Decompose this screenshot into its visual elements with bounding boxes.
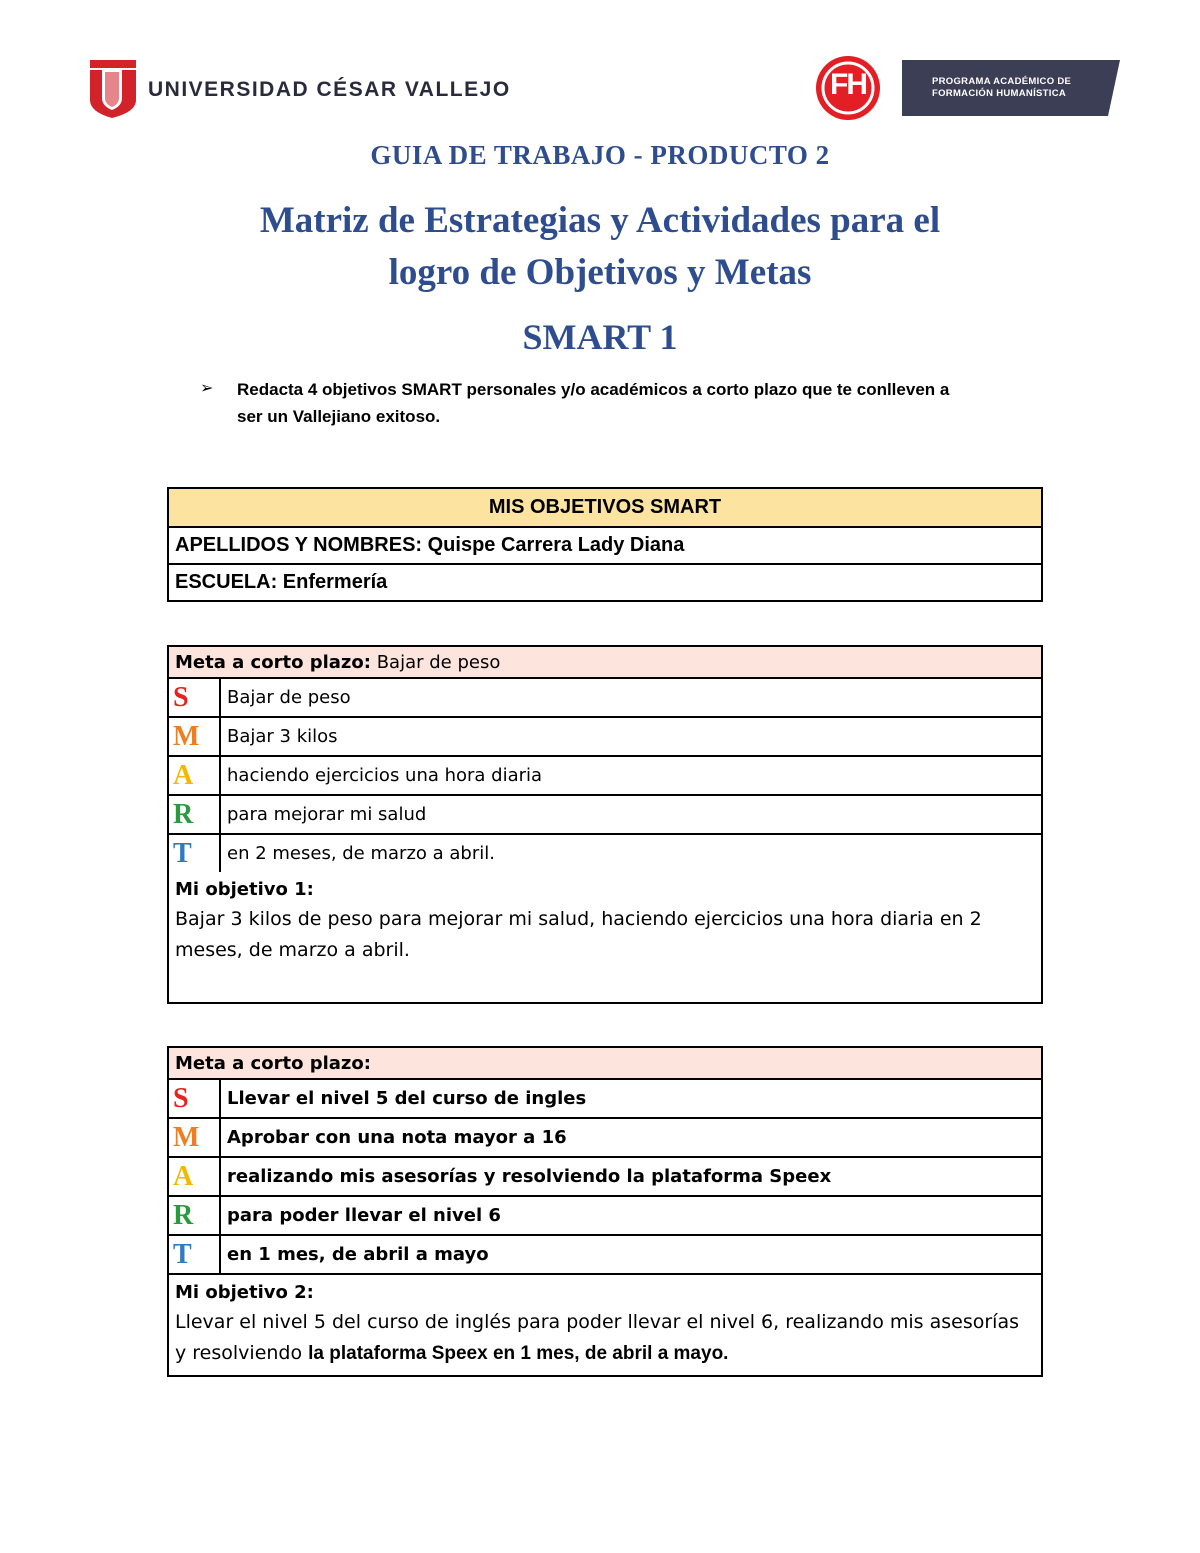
smart-row-r	[168, 795, 1042, 834]
smart-row-m	[168, 717, 1042, 756]
smart-value: en 2 meses, de marzo a abril.	[220, 834, 1042, 872]
smart-value: para mejorar mi salud	[220, 795, 1042, 834]
smart-letter: R	[168, 795, 220, 834]
smart-value: para poder llevar el nivel 6	[220, 1196, 1042, 1235]
smart-letter: T	[168, 1235, 220, 1274]
meta-label: Meta a corto plazo:	[175, 651, 371, 673]
objective-title: Mi objetivo 2:	[175, 1282, 314, 1303]
objective-title: Mi objetivo 1:	[175, 879, 314, 900]
ucv-logo-icon	[88, 58, 138, 120]
smart-value: Bajar de peso	[220, 678, 1042, 717]
smart-value: Bajar 3 kilos	[220, 717, 1042, 756]
matrix-title: Matriz de Estrategias y Actividades para el logro de Objetivos y Metas	[259, 200, 941, 293]
smart-subtitle: SMART 1	[522, 317, 678, 357]
arrow-bullet-icon: ➢	[200, 380, 214, 397]
smart-row-t	[168, 834, 1042, 872]
smart-value: en 1 mes, de abril a mayo	[220, 1235, 1042, 1274]
fh-logo-letters: FH	[830, 68, 866, 101]
meta-row	[168, 646, 1042, 678]
smart-goal-table-2	[167, 1046, 1043, 1377]
smart-letter: M	[168, 717, 220, 756]
smart-letter: R	[168, 1196, 220, 1235]
smart-letter: T	[168, 834, 220, 872]
smart-row-m	[168, 1118, 1042, 1157]
smart-letter: M	[168, 1118, 220, 1157]
instruction-text: Redacta 4 objetivos SMART personales y/o académicos a corto plazo que te conlleven a ser un Vallejiano exitoso.	[237, 380, 950, 426]
smart-letter: S	[168, 678, 220, 717]
meta-label: Meta a corto plazo:	[175, 1052, 371, 1074]
smart-row-a	[168, 756, 1042, 795]
school-row: ESCUELA: Enfermería	[168, 564, 1042, 601]
meta-row	[168, 1047, 1042, 1079]
objective-cell	[168, 1274, 1042, 1376]
objective-text: Bajar 3 kilos de peso para mejorar mi salud, haciendo ejercicios una hora diaria en 2 meses, de marzo a abril.	[175, 908, 982, 961]
objective-cell	[168, 872, 1042, 1003]
smart-row-r	[168, 1196, 1042, 1235]
guide-title: GUIA DE TRABAJO - PRODUCTO 2	[370, 140, 830, 170]
smart-letter: S	[168, 1079, 220, 1118]
objective-text: Llevar el nivel 5 del curso de inglés para poder llevar el nivel 6, realizando mis asesorías y resolviendo la plataforma Speex en 1 mes, de abril a mayo.	[175, 1311, 1020, 1364]
smart-letter: A	[168, 756, 220, 795]
student-info-table	[167, 487, 1043, 602]
smart-row-a	[168, 1157, 1042, 1196]
smart-value: Llevar el nivel 5 del curso de ingles	[220, 1079, 1042, 1118]
smart-value: realizando mis asesorías y resolviendo la plataforma Speex	[220, 1157, 1042, 1196]
info-table-header: MIS OBJETIVOS SMART	[168, 488, 1042, 527]
smart-letter: A	[168, 1157, 220, 1196]
fh-program-logo	[812, 56, 1120, 120]
smart-goal-table-1	[167, 645, 1043, 1004]
fh-program-name: PROGRAMA ACADÉMICO DE FORMACIÓN HUMANÍSTICA	[932, 76, 1072, 99]
smart-row-s	[168, 678, 1042, 717]
smart-value: Aprobar con una nota mayor a 16	[220, 1118, 1042, 1157]
university-name: UNIVERSIDAD CÉSAR VALLEJO	[148, 78, 511, 101]
smart-row-t	[168, 1235, 1042, 1274]
student-name-row: APELLIDOS Y NOMBRES: Quispe Carrera Lady Diana	[168, 527, 1042, 564]
smart-row-s	[168, 1079, 1042, 1118]
page-header	[0, 0, 1200, 130]
meta-value: Bajar de peso	[376, 651, 501, 673]
smart-value: haciendo ejercicios una hora diaria	[220, 756, 1042, 795]
